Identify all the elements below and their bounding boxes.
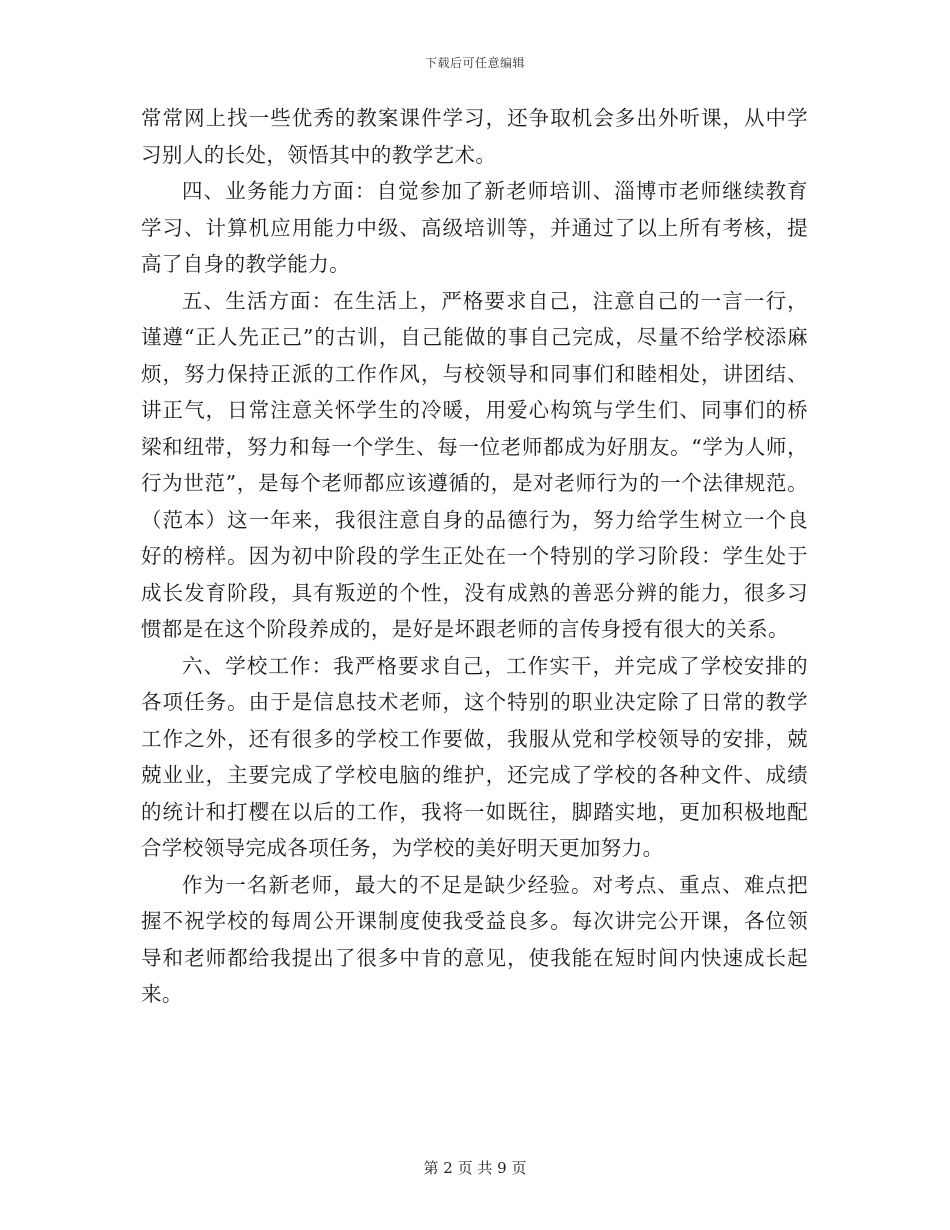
page-header: 下载后可任意编辑 — [424, 56, 525, 70]
paragraph-continuation: 常常网上找一些优秀的教案课件学习，还争取机会多出外听课，从中学习别人的长处，领悟其中的教学艺术。 — [141, 106, 808, 167]
paragraph-business-ability: 四、业务能力方面：自觉参加了新老师培训、淄博市老师继续教育学习、计算机应用能力中级、高级培训等，并通过了以上所有考核，提高了自身的教学能力。 — [141, 179, 808, 276]
paragraph-shortcomings: 作为一名新老师，最大的不足是缺少经验。对考点、重点、难点把握不祝学校的每周公开课制度使我受益良多。每次讲完公开课，各位领导和老师都给我提出了很多中肯的意见，使我能在短时间内快速成长起来。 — [141, 872, 808, 1006]
paragraph-school-work: 六、学校工作：我严格要求自己，工作实干，并完成了学校安排的各项任务。由于是信息技术老师，这个特别的职业决定除了日常的教学工作之外，还有很多的学校工作要做，我服从党和学校领导的安排，兢兢业业，主要完成了学校电脑的维护，还完成了学校的各种文件、成绩的统计和打樱在以后的工作，我将一如既往，脚踏实地，更加积极地配合学校领导完成各项任务，为学校的美好明天更加努力。 — [141, 653, 808, 860]
document-body — [141, 100, 808, 1013]
page-number: 第 2 页 共 9 页 — [423, 1159, 527, 1177]
paragraph-life-aspect: 五、生活方面：在生活上，严格要求自己，注意自己的一言一行，谨遵“正人先正己”的古训，自己能做的事自己完成，尽量不给学校添麻烦，努力保持正派的工作作风，与校领导和同事们和睦相处，讲团结、讲正气，日常注意关怀学生的冷暖，用爱心构筑与学生们、同事们的桥梁和纽带，努力和每一个学生、每一位老师都成为好朋友。“学为人师，行为世范”，是每个老师都应该遵循的，是对老师行为的一个法律规范。（范本）这一年来，我很注意自身的品德行为，努力给学生树立一个良好的榜样。因为初中阶段的学生正处在一个特别的学习阶段：学生处于成长发育阶段，具有叛逆的个性，没有成熟的善恶分辨的能力，很多习惯都是在这个阶段养成的，是好是坏跟老师的言传身授有很大的关系。 — [141, 288, 808, 641]
